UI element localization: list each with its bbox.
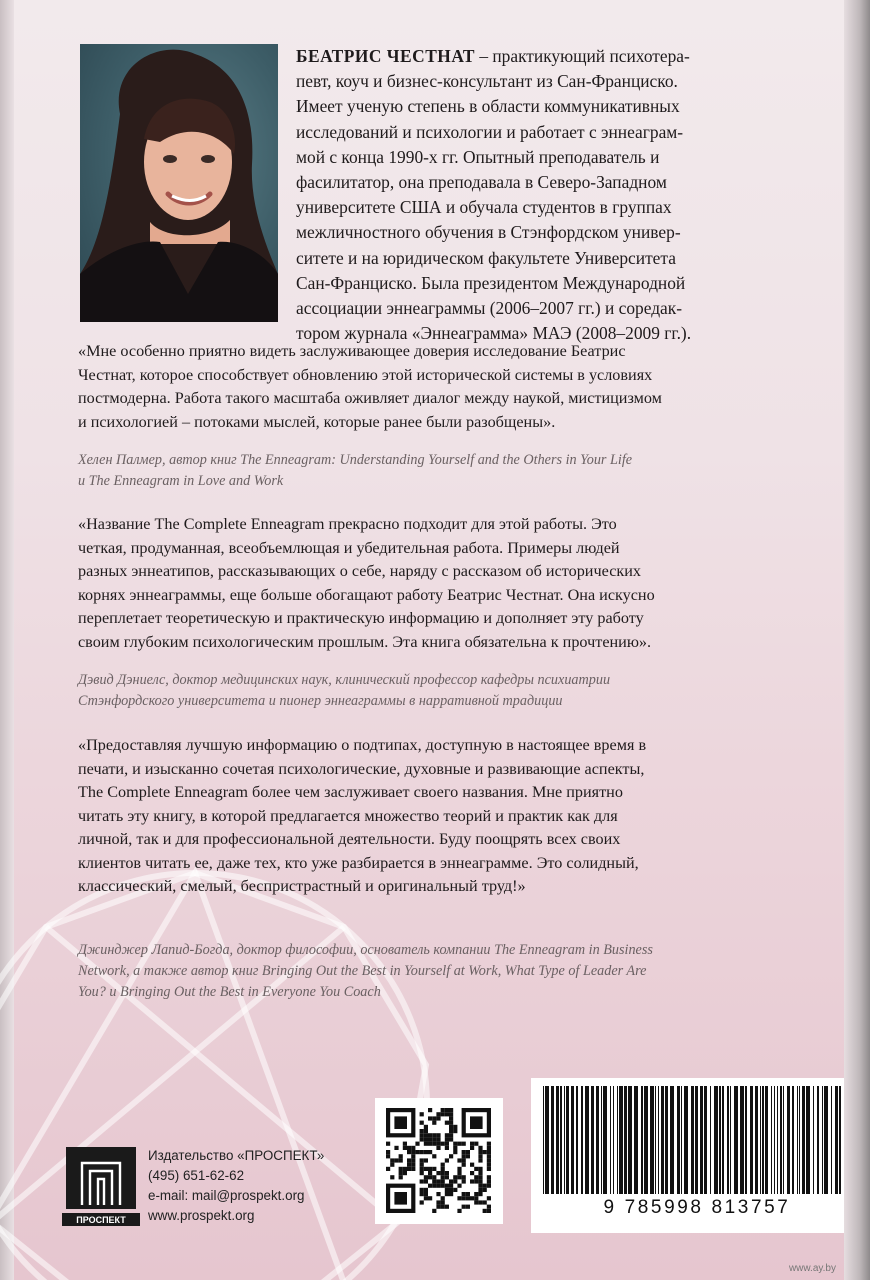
- publisher-info: [148, 1146, 388, 1226]
- prospekt-logo: [62, 1145, 140, 1227]
- site-watermark: www.ay.by: [788, 1263, 836, 1274]
- bio-line: исследований и психологии и работает с эннеаграм-: [296, 121, 684, 142]
- prospekt-logo-label: ПРОСПЕКТ: [76, 1215, 126, 1225]
- bio-line: Имеет ученую степень в области коммуникативных: [296, 96, 680, 117]
- bio-line: БЕАТРИС ЧЕСТНАТ – практикующий психотера-: [296, 46, 690, 66]
- bio-line: фасилитатор, она преподавала в Северо-Западном: [296, 172, 667, 193]
- testimonial-quote: «Предоставляя лучшую информацию о подтипах, доступную в настоящее время в печати, и изысканно сочетая психологические, духовные и развивающие аспекты, The Complete Enneagram более чем заслуживает своего названия. Мне приятно читать эту книгу, в которой предлагается множество теорий и практик как для личной, так и для профессиональной деятельности. Буду поощрять всех своих клиентов читать ее, даже тех, кто уже разбирается в эннеаграмме. Это солидный, классический, смелый, беспристрастный и оригинальный труд!»: [78, 736, 647, 895]
- author-photo: [80, 44, 278, 322]
- qr-code: [375, 1098, 503, 1224]
- bio-line: певт, коуч и бизнес-консультант из Сан-Франциско.: [296, 71, 678, 92]
- testimonial-attribution: Дэвид Дэниелс, доктор медицинских наук, клинический профессор кафедры психиатрии Стэнфордского университета и пионер эннеаграммы в нарративной традиции: [78, 672, 611, 709]
- author-name: БЕАТРИС ЧЕСТНАТ: [296, 46, 475, 66]
- bio-line: мой с конца 1990-х гг. Опытный преподаватель и: [296, 146, 660, 167]
- testimonial-attribution: Хелен Палмер, автор книг The Enneagram: Understanding Yourself and the Others in Your Life и The Enneagram in Love and Work: [78, 452, 633, 489]
- publisher-name: Издательство «ПРОСПЕКТ»: [148, 1148, 325, 1163]
- bio-line: ассоциации эннеаграммы (2006–2007 гг.) и соредак-: [296, 298, 683, 319]
- isbn-barcode: [531, 1078, 863, 1233]
- publisher-email: e-mail: mail@prospekt.org: [148, 1188, 305, 1203]
- publisher-phone: (495) 651-62-62: [148, 1168, 245, 1183]
- publisher-site: www.prospekt.org: [148, 1208, 255, 1223]
- bio-line: ситете и на юридическом факультете Университета: [296, 247, 676, 268]
- testimonial-quote: «Мне особенно приятно видеть заслуживающее доверия исследование Беатрис Честнат, которое способствует обновлению этой исторической системы в условиях постмодерна. Работа такого масштаба оживляет диалог между наукой, мистицизмом и психологией – потоками мыслей, которые ранее были разобщены».: [78, 342, 662, 431]
- page-edge: [844, 0, 870, 1280]
- testimonial-quote: «Название The Complete Enneagram прекрасно подходит для этой работы. Это четкая, продуманная, всеобъемлющая и убедительная работа. Примеры людей разных эннеатипов, рассказывающих о себе, наряду с рассказом об исторических корнях эннеаграммы, еще больше обогащают работу Беатрис Честнат. Она искусно переплетает теоретическую и практическую информацию и дополняет эту работу своим глубоким психологическим прошлым. Эта книга обязательна к прочтению».: [78, 515, 655, 651]
- author-bio: [296, 44, 794, 346]
- bio-line: межличностного обучения в Стэнфордском универ-: [296, 222, 681, 243]
- isbn-barcode-digits: 9 785998 813757: [603, 1197, 791, 1218]
- bio-line: Сан-Франциско. Была президентом Международной: [296, 272, 686, 293]
- bio-line: тором журнала «Эннеаграмма» МАЭ (2008–2009 гг.).: [296, 323, 692, 344]
- testimonial-attribution: Джинджер Лапид-Богда, доктор философии, основатель компании The Enneagram in Business Network, а также автор книг Bringing Out the Best in Yourself at Work, What Type of Leader Are You? и Bringing Out the Best in Everyone You Coach: [78, 942, 653, 1000]
- bio-line: университете США и обучала студентов в группах: [296, 197, 672, 218]
